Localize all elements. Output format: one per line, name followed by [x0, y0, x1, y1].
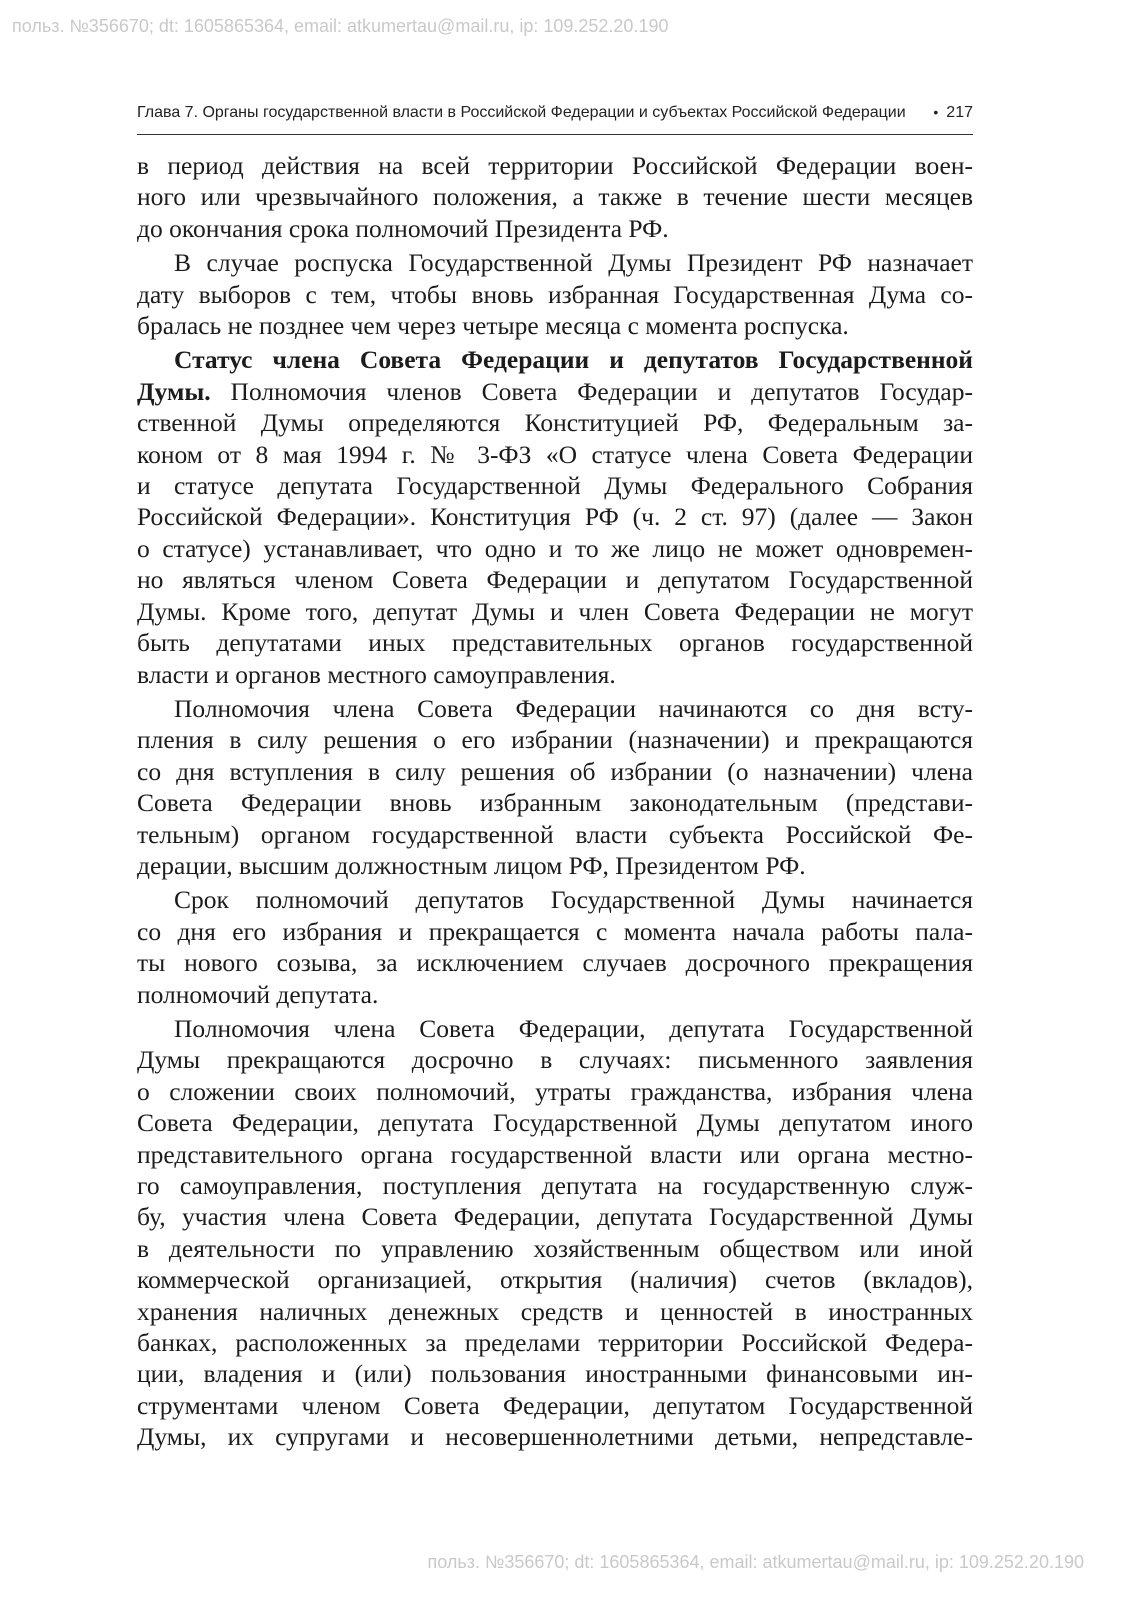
- paragraph: [137, 150, 973, 244]
- text-line: ты нового созыва, за исключением случаев досрочного прекращения: [137, 948, 973, 978]
- header-rule: [137, 134, 973, 135]
- text-line: бралась не позднее чем через четыре месяца с момента роспуска.: [137, 311, 849, 341]
- section-heading-line: [137, 344, 973, 375]
- watermark-top: польз. №356670; dt: 1605865364, email: atkumertau@mail.ru, ip: 109.252.20.190: [12, 16, 669, 36]
- text-line: но являться членом Совета Федерации и депутатом Государственной: [137, 565, 973, 595]
- text-line: в период действия на всей территории Российской Федерации воен-: [137, 151, 973, 180]
- page-number-group: [927, 104, 973, 122]
- running-head: [137, 104, 973, 122]
- page-number: 217: [946, 104, 973, 121]
- text-line: го самоуправления, поступления депутата на государственную служ-: [137, 1171, 973, 1200]
- text-line: хранения наличных денежных средств и ценностей в иностранных: [137, 1296, 973, 1326]
- text-line: ции, владения и (или) пользования иностранными финансовыми ин-: [137, 1359, 973, 1389]
- text-line: о сложении своих полномочий, утраты гражданства, избрания члена: [137, 1076, 973, 1106]
- text-line: Совета Федерации, депутата Государственной Думы депутатом иного: [137, 1108, 973, 1138]
- section-heading: Статус члена Совета Федерации и депутатов Государственной: [174, 345, 973, 375]
- text-line: коном от 8 мая 1994 г. № 3-ФЗ «О статусе члена Совета Федерации: [137, 439, 973, 469]
- text-line: банках, расположенных за пределами территории Российской Федера-: [137, 1328, 973, 1358]
- text-line: дерации, высшим должностным лицом РФ, Президентом РФ.: [137, 850, 806, 880]
- section-heading-end: Думы.: [137, 376, 211, 406]
- watermark-bottom: польз. №356670; dt: 1605865364, email: atkumertau@mail.ru, ip: 109.252.20.190: [427, 1552, 1084, 1572]
- text-line: быть депутатами иных представительных органов государственной: [137, 628, 973, 658]
- text-line: в деятельности по управлению хозяйственным обществом или иной: [137, 1233, 973, 1263]
- chapter-title: Глава 7. Органы государственной власти в Российской Федерации и субъектах Российской Федерации: [137, 104, 906, 121]
- text-line: власти и органов местного самоуправления.: [137, 659, 616, 689]
- section-paragraph: [137, 344, 973, 689]
- text-line: В случае роспуска Государственной Думы Президент РФ назначает: [174, 248, 973, 278]
- text-line: коммерческой организацией, открытия (наличия) счетов (вкладов),: [137, 1265, 973, 1295]
- text-line: ственной Думы определяются Конституцией РФ, Федеральным за-: [137, 408, 973, 438]
- text-run: Полномочия членов Совета Федерации и депутатов Государ-: [210, 376, 973, 406]
- text-line: и статусе депутата Государственной Думы Федерального Собрания: [137, 471, 973, 501]
- text-line: о статусе) устанавливает, что одно и то же лицо не может одновремен-: [137, 533, 973, 563]
- text-line: Российской Федерации». Конституция РФ (ч. 2 ст. 97) (далее — Закон: [137, 502, 973, 532]
- text-line: Думы прекращаются досрочно в случаях: письменного заявления: [137, 1045, 973, 1075]
- paragraph: [137, 1013, 973, 1453]
- paragraph: [137, 693, 973, 881]
- body-text: [137, 150, 973, 1453]
- text-line: Думы, их супругами и несовершеннолетними детьми, непредставле-: [137, 1422, 973, 1452]
- text-line: представительного органа государственной власти или органа местно-: [137, 1139, 973, 1169]
- text-line: [137, 376, 973, 407]
- paragraph: [137, 247, 973, 341]
- text-line: тельным) органом государственной власти субъекта Российской Фе-: [137, 819, 973, 849]
- bullet-separator: •: [933, 104, 939, 120]
- text-line: струментами членом Совета Федерации, депутатом Государственной: [137, 1390, 973, 1420]
- text-line: Полномочия члена Совета Федерации начинаются со дня всту-: [174, 693, 973, 723]
- text-line: со дня вступления в силу решения об избрании (о назначении) члена: [137, 756, 973, 786]
- text-line: до окончания срока полномочий Президента РФ.: [137, 213, 669, 243]
- paragraph: [137, 884, 973, 1010]
- text-line: Полномочия члена Совета Федерации, депутата Государственной: [174, 1013, 973, 1043]
- text-line: дату выборов с тем, чтобы вновь избранная Государственная Дума со-: [137, 279, 973, 309]
- text-line: Думы. Кроме того, депутат Думы и член Совета Федерации не могут: [137, 596, 973, 626]
- text-line: бу, участия члена Совета Федерации, депутата Государственной Думы: [137, 1202, 973, 1232]
- text-line: пления в силу решения о его избрании (назначении) и прекращаются: [137, 725, 973, 755]
- text-line: Совета Федерации вновь избранным законодательным (представи-: [137, 788, 973, 818]
- text-line: ного или чрезвычайного положения, а также в течение шести месяцев: [137, 182, 973, 212]
- text-line: полномочий депутата.: [137, 979, 379, 1009]
- text-line: Срок полномочий депутатов Государственной Думы начинается: [174, 885, 973, 915]
- text-line: со дня его избрания и прекращается с момента начала работы пала-: [137, 916, 973, 946]
